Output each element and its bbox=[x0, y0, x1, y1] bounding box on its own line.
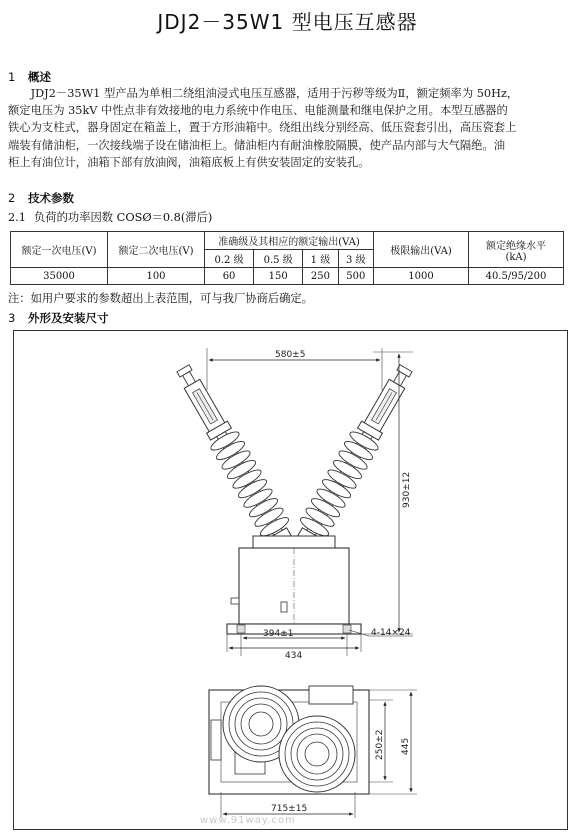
elevation-view bbox=[169, 348, 420, 661]
section-number: 1 bbox=[8, 70, 16, 84]
overview-line: 端装有储油柜，一次接线端子设在储油柜上。储油柜内有耐油橡胶隔膜，使产品内部与大气隔绝。油 bbox=[8, 138, 506, 152]
high-voltage-bushing bbox=[292, 360, 420, 549]
subsection-text: 负荷的功率因数 COSØ＝0.8(滞后) bbox=[34, 211, 213, 224]
dim-mounting-holes-label: 4-14×24 bbox=[371, 628, 411, 638]
plan-view bbox=[209, 686, 417, 818]
header-insulation-label: 额定绝缘水平 bbox=[486, 240, 546, 252]
header-secondary-voltage: 额定二次电压(V) bbox=[108, 232, 205, 268]
dim-base-inner-label: 394±1 bbox=[263, 629, 294, 639]
subsection-number: 2.1 bbox=[8, 211, 26, 224]
cell-output-0-2: 60 bbox=[205, 268, 254, 285]
section-number: 2 bbox=[8, 191, 16, 205]
overview-line: 额定电压为 35kV 中性点非有效接地的电力系统中作电压、电能测量和继电保护之用。本型互感器的 bbox=[8, 104, 508, 118]
section-number: 3 bbox=[8, 311, 16, 325]
section-1-heading bbox=[8, 69, 51, 85]
header-class-3: 3 级 bbox=[338, 250, 373, 268]
overview-line: JDJ2－35W1 型产品为单相二绕组油浸式电压互感器，适用于污秽等级为Ⅱ，额定频率为 50Hz， bbox=[8, 87, 519, 100]
overview-line: 柜上有油位计，油箱下部有放油阀，油箱底板上有供安装固定的安装孔。 bbox=[8, 155, 370, 169]
dim-plan-inner-label: 250±2 bbox=[375, 729, 385, 760]
low-voltage-bushing bbox=[169, 360, 297, 549]
dim-plan-outer-label: 445 bbox=[401, 737, 411, 755]
dim-total-height-label: 930±12 bbox=[402, 471, 412, 508]
ground-terminal bbox=[231, 598, 239, 604]
header-insulation-level bbox=[469, 232, 564, 268]
overview-paragraph bbox=[8, 85, 568, 171]
header-class-1: 1 级 bbox=[303, 250, 338, 268]
table-note: 注：如用户要求的参数超出上表范围，可与我厂协商后确定。 bbox=[8, 292, 314, 305]
header-primary-voltage: 额定一次电压(V) bbox=[11, 232, 108, 268]
section-title: 技术参数 bbox=[28, 191, 74, 205]
outline-drawing bbox=[13, 330, 568, 830]
cell-primary-voltage: 35000 bbox=[11, 268, 108, 285]
section-title: 外形及安装尺寸 bbox=[28, 311, 109, 325]
header-limit-output: 极限输出(VA) bbox=[374, 232, 469, 268]
subsection-2-1 bbox=[8, 209, 212, 225]
header-class-0-2: 0.2 级 bbox=[205, 250, 254, 268]
plan-bushing-right bbox=[279, 716, 355, 792]
cell-insulation-level: 40.5/95/200 bbox=[469, 268, 564, 285]
dim-top-span-label: 580±5 bbox=[275, 350, 306, 360]
cell-output-1: 250 bbox=[303, 268, 338, 285]
cell-output-0-5: 150 bbox=[254, 268, 303, 285]
dim-base-outer-label: 434 bbox=[285, 651, 303, 661]
overview-line: 铁心为支柱式，器身固定在箱盖上，置于方形油箱中。绕组出线分别经高、低压瓷套引出，高压瓷套上 bbox=[8, 121, 517, 135]
dim-plan-width-label: 715±15 bbox=[271, 804, 308, 814]
header-insulation-unit: (kA) bbox=[505, 251, 527, 263]
base-plate bbox=[227, 624, 361, 634]
cell-secondary-voltage: 100 bbox=[108, 268, 205, 285]
section-3-heading bbox=[8, 310, 109, 326]
table-row bbox=[11, 268, 564, 285]
cell-limit-output: 1000 bbox=[374, 268, 469, 285]
header-class-0-5: 0.5 级 bbox=[254, 250, 303, 268]
section-title: 概述 bbox=[28, 70, 51, 84]
header-accuracy-class: 准确级及其相应的额定输出(VA) bbox=[205, 232, 374, 250]
page-title: JDJ2－35W1 型电压互感器 bbox=[157, 10, 418, 34]
watermark: www.91way.com bbox=[200, 815, 296, 826]
cell-output-3: 500 bbox=[338, 268, 373, 285]
oil-drain-valve bbox=[281, 602, 287, 612]
section-2-heading bbox=[8, 190, 74, 206]
parameters-table bbox=[10, 231, 564, 285]
